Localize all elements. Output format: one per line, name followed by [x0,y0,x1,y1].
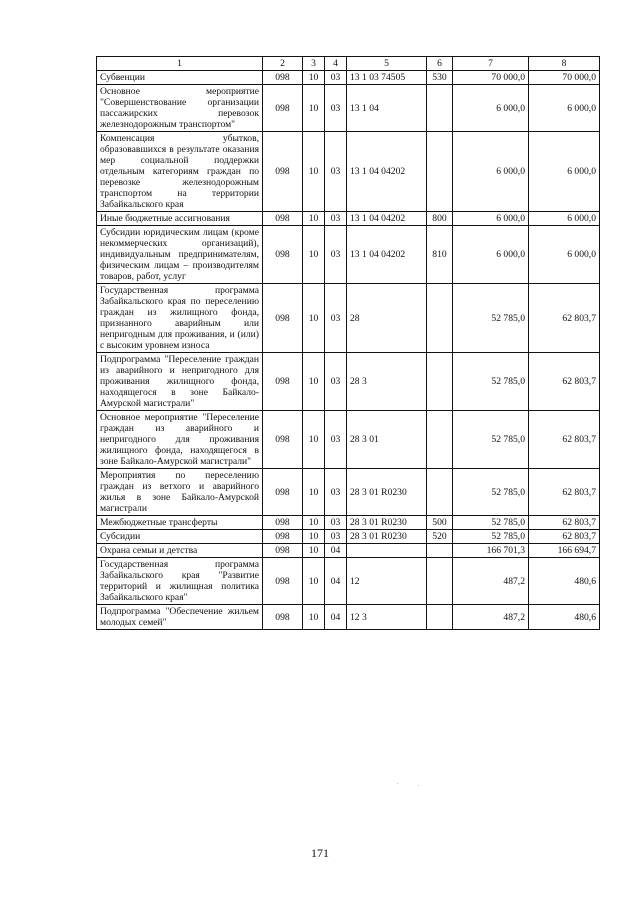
table-row [97,530,600,544]
cell-ministry-code: 098 [263,558,303,605]
cell-expense-type: 810 [427,226,453,284]
cell-name: Основное мероприятие "Переселение граждан из аварийного и непригодного для проживания жилищного фонда, находящегося в зоне Байкало-Амурской магистрали" [97,411,263,469]
cell-ministry-code: 098 [263,85,303,132]
cell-section: 10 [303,516,325,530]
cell-name: Мероприятия по переселению граждан из ветхого и аварийного жилья в зоне Байкало-Амурской магистрали [97,469,263,516]
table-row [97,71,600,85]
cell-expense-type [427,353,453,411]
cell-section: 10 [303,411,325,469]
column-header: 1 [97,57,263,71]
table-row [97,516,600,530]
cell-ministry-code: 098 [263,530,303,544]
cell-amount-year2: 70 000,0 [529,71,600,85]
table-row [97,469,600,516]
cell-amount-year2: 166 694,7 [529,544,600,558]
cell-expense-type: 520 [427,530,453,544]
cell-subsection: 03 [325,530,347,544]
cell-expense-type [427,411,453,469]
cell-name: Государственная программа Забайкальского края "Развитие территорий и жилищная политика Забайкальского края" [97,558,263,605]
cell-subsection: 03 [325,411,347,469]
cell-expense-type [427,558,453,605]
cell-target-article: 13 1 04 [347,85,427,132]
cell-section: 10 [303,558,325,605]
cell-name: Субвенции [97,71,263,85]
cell-subsection: 03 [325,469,347,516]
cell-amount-year2: 6 000,0 [529,85,600,132]
cell-amount-year2: 62 803,7 [529,469,600,516]
cell-subsection: 03 [325,85,347,132]
cell-expense-type: 530 [427,71,453,85]
cell-section: 10 [303,530,325,544]
cell-section: 10 [303,353,325,411]
cell-section: 10 [303,469,325,516]
cell-amount-year1: 6 000,0 [453,212,529,226]
table-row [97,353,600,411]
cell-name: Охрана семьи и детства [97,544,263,558]
table-row [97,226,600,284]
cell-section: 10 [303,132,325,212]
cell-name: Государственная программа Забайкальского края по переселению граждан из жилищного фонда, признанного аварийным или непригодным для проживания, и (или) с высоким уровнем износа [97,284,263,353]
cell-name: Подпрограмма "Переселение граждан из аварийного и непригодного для проживания жилищного фонда, находящегося в зоне Байкало-Амурской магистрали" [97,353,263,411]
scan-speck [418,785,419,786]
cell-section: 10 [303,605,325,630]
cell-subsection: 04 [325,558,347,605]
column-header: 8 [529,57,600,71]
cell-subsection: 04 [325,544,347,558]
cell-name: Субсидии [97,530,263,544]
cell-subsection: 03 [325,212,347,226]
cell-ministry-code: 098 [263,71,303,85]
cell-amount-year2: 480,6 [529,558,600,605]
cell-amount-year2: 62 803,7 [529,411,600,469]
cell-amount-year1: 52 785,0 [453,530,529,544]
page-number: 171 [311,846,329,860]
cell-amount-year2: 62 803,7 [529,353,600,411]
cell-target-article: 28 [347,284,427,353]
cell-section: 10 [303,212,325,226]
cell-subsection: 04 [325,605,347,630]
cell-amount-year1: 487,2 [453,605,529,630]
cell-name: Подпрограмма "Обеспечение жильем молодых семей" [97,605,263,630]
cell-subsection: 03 [325,132,347,212]
cell-subsection: 03 [325,516,347,530]
column-header: 3 [303,57,325,71]
column-header: 4 [325,57,347,71]
cell-ministry-code: 098 [263,544,303,558]
cell-amount-year1: 52 785,0 [453,469,529,516]
cell-expense-type [427,544,453,558]
table-row [97,212,600,226]
cell-ministry-code: 098 [263,469,303,516]
table-body [97,71,600,630]
cell-target-article: 28 3 01 R0230 [347,516,427,530]
cell-target-article: 13 1 03 74505 [347,71,427,85]
cell-amount-year1: 52 785,0 [453,411,529,469]
cell-target-article: 28 3 01 R0230 [347,530,427,544]
cell-subsection: 03 [325,71,347,85]
cell-ministry-code: 098 [263,353,303,411]
cell-section: 10 [303,85,325,132]
cell-target-article: 13 1 04 04202 [347,132,427,212]
cell-target-article [347,544,427,558]
cell-expense-type [427,132,453,212]
table-row [97,284,600,353]
cell-section: 10 [303,71,325,85]
column-header: 6 [427,57,453,71]
cell-section: 10 [303,226,325,284]
cell-amount-year1: 6 000,0 [453,132,529,212]
cell-target-article: 12 3 [347,605,427,630]
cell-subsection: 03 [325,284,347,353]
cell-subsection: 03 [325,226,347,284]
cell-ministry-code: 098 [263,411,303,469]
cell-ministry-code: 098 [263,226,303,284]
cell-ministry-code: 098 [263,605,303,630]
cell-target-article: 12 [347,558,427,605]
cell-amount-year1: 6 000,0 [453,226,529,284]
cell-expense-type [427,85,453,132]
cell-name: Иные бюджетные ассигнования [97,212,263,226]
cell-amount-year2: 62 803,7 [529,530,600,544]
column-header: 7 [453,57,529,71]
cell-expense-type: 500 [427,516,453,530]
table-row [97,544,600,558]
cell-expense-type [427,605,453,630]
column-header: 2 [263,57,303,71]
table-row [97,558,600,605]
cell-subsection: 03 [325,353,347,411]
table-row [97,132,600,212]
cell-ministry-code: 098 [263,516,303,530]
cell-amount-year2: 6 000,0 [529,212,600,226]
table-row [97,411,600,469]
cell-target-article: 28 3 [347,353,427,411]
cell-target-article: 28 3 01 R0230 [347,469,427,516]
cell-ministry-code: 098 [263,132,303,212]
cell-amount-year2: 6 000,0 [529,226,600,284]
cell-target-article: 13 1 04 04202 [347,212,427,226]
cell-amount-year2: 6 000,0 [529,132,600,212]
cell-section: 10 [303,544,325,558]
cell-name: Межбюджетные трансферты [97,516,263,530]
cell-amount-year1: 52 785,0 [453,353,529,411]
cell-expense-type [427,469,453,516]
budget-table [96,56,600,630]
cell-amount-year2: 480,6 [529,605,600,630]
cell-amount-year1: 166 701,3 [453,544,529,558]
cell-amount-year1: 70 000,0 [453,71,529,85]
cell-section: 10 [303,284,325,353]
cell-amount-year2: 62 803,7 [529,284,600,353]
cell-name: Основное мероприятие "Совершенствование организации пассажирских перевозок железнодорожным транспортом" [97,85,263,132]
cell-expense-type [427,284,453,353]
cell-target-article: 13 1 04 04202 [347,226,427,284]
scan-speck [397,783,398,784]
cell-target-article: 28 3 01 [347,411,427,469]
cell-ministry-code: 098 [263,284,303,353]
cell-ministry-code: 098 [263,212,303,226]
cell-amount-year1: 52 785,0 [453,516,529,530]
cell-amount-year2: 62 803,7 [529,516,600,530]
cell-name: Компенсация убытков, образовавшихся в результате оказания мер социальной поддержки отдельным категориям граждан по перевозке железнодорожным транспортом на территории Забайкальского края [97,132,263,212]
table-row [97,605,600,630]
table-header-row [97,57,600,71]
column-header: 5 [347,57,427,71]
cell-amount-year1: 487,2 [453,558,529,605]
table-row [97,85,600,132]
cell-amount-year1: 52 785,0 [453,284,529,353]
cell-amount-year1: 6 000,0 [453,85,529,132]
cell-name: Субсидии юридическим лицам (кроме некоммерческих организаций), индивидуальным предпринимателям, физическим лицам – производителям товаров, работ, услуг [97,226,263,284]
cell-expense-type: 800 [427,212,453,226]
